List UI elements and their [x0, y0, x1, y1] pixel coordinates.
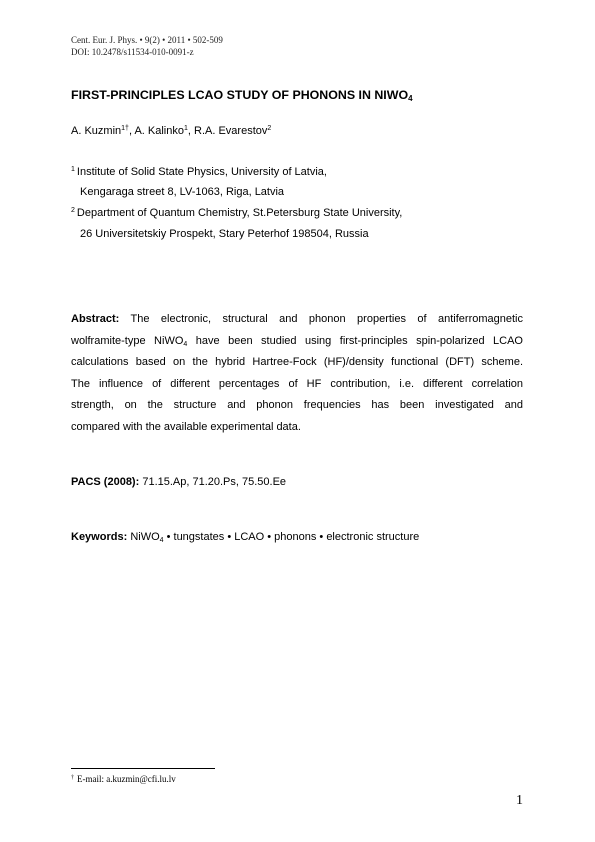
- paper-title: [71, 88, 413, 103]
- journal-doi: DOI: 10.2478/s11534-010-0091-z: [71, 47, 194, 57]
- keywords-label: Keywords:: [71, 531, 128, 543]
- author-separator: ,: [187, 125, 195, 137]
- footnote-mark: †: [71, 775, 74, 781]
- keyword: NiWO: [130, 531, 160, 543]
- affiliation-2: [71, 207, 402, 219]
- footnote-rule: [71, 768, 215, 769]
- abstract-line: The influence of different percentages of HF contribution, i.e. different correlation: [71, 377, 523, 390]
- keywords-rest: • tungstates • LCAO • phonons • electronic structure: [163, 531, 420, 543]
- pacs-label: PACS (2008):: [71, 476, 140, 488]
- abstract: [71, 309, 523, 439]
- author-name: A. Kuzmin: [71, 125, 122, 137]
- affiliation-1: [71, 166, 327, 178]
- abstract-line: [71, 331, 523, 353]
- abstract-text: The electronic, structural and phonon properties of antiferromagnetic: [130, 313, 523, 325]
- affiliation-mark: 1: [71, 166, 75, 173]
- paper-title-subscript: 4: [408, 94, 413, 103]
- footnote: [71, 774, 176, 784]
- author-affiliation-mark: 1: [183, 125, 188, 132]
- author-name: R.A. Evarestov: [194, 125, 268, 137]
- abstract-line: [71, 309, 523, 331]
- author-separator: ,: [128, 125, 135, 137]
- journal-citation: Cent. Eur. J. Phys. • 9(2) • 2011 • 502-509: [71, 35, 223, 45]
- abstract-subscript: 4: [183, 340, 188, 348]
- pacs-section: [71, 476, 286, 488]
- journal-header: [71, 34, 223, 58]
- affiliation-line: Department of Quantum Chemistry, St.Petersburg State University,: [76, 207, 403, 219]
- keyword-subscript: 4: [159, 537, 164, 544]
- paper-title-text: FIRST-PRINCIPLES LCAO STUDY OF PHONONS IN NIWO: [71, 88, 409, 102]
- abstract-text: wolframite-type NiWO: [71, 334, 184, 347]
- abstract-text: have been studied using first-principles spin-polarized LCAO: [187, 334, 523, 347]
- abstract-label: Abstract:: [71, 313, 120, 325]
- author-list: [71, 125, 271, 137]
- affiliation-line: Institute of Solid State Physics, University of Latvia,: [76, 166, 327, 178]
- author-affiliation-mark: 1†: [121, 125, 129, 132]
- affiliation-mark: 2: [71, 207, 75, 214]
- affiliation-1-address: Kengaraga street 8, LV-1063, Riga, Latvia: [80, 186, 285, 198]
- keywords-section: [71, 531, 419, 544]
- author-name: A. Kalinko: [134, 125, 184, 137]
- page-number: 1: [516, 793, 523, 808]
- affiliation-2-address: 26 Universitetskiy Prospekt, Stary Peterhof 198504, Russia: [80, 228, 369, 240]
- abstract-line: compared with the available experimental data.: [71, 420, 301, 433]
- pacs-value: 71.15.Ap, 71.20.Ps, 75.50.Ee: [142, 476, 287, 488]
- abstract-line: strength, on the structure and phonon frequencies has been investigated and: [71, 399, 523, 412]
- footnote-text: E-mail: a.kuzmin@cfi.lu.lv: [77, 774, 176, 784]
- abstract-line: calculations based on the hybrid Hartree-Fock (HF)/density functional (DFT) scheme.: [71, 356, 523, 369]
- author-affiliation-mark: 2: [267, 125, 272, 132]
